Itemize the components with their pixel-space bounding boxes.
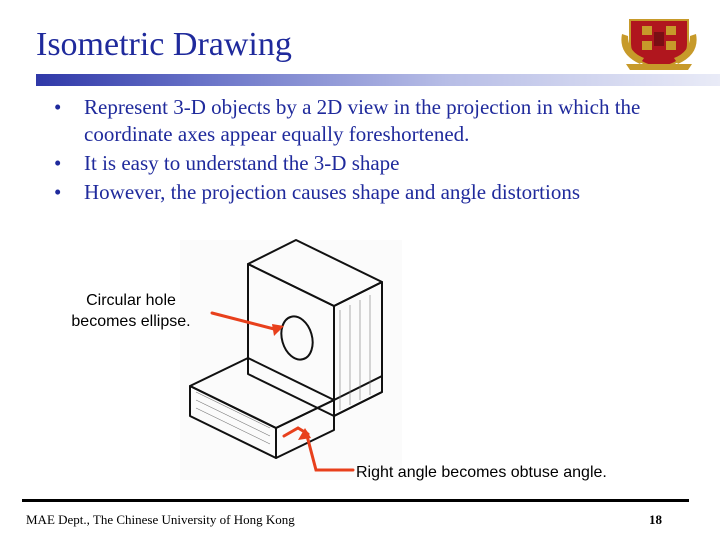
footer-divider	[22, 499, 689, 502]
bullet-marker: •	[54, 180, 62, 204]
hole-callout-line1: Circular hole	[86, 292, 176, 309]
hole-callout-arrow	[212, 313, 278, 330]
angle-callout: Right angle becomes obtuse angle.	[356, 464, 607, 481]
page-number: 18	[649, 512, 662, 527]
bullet-marker: •	[54, 95, 62, 119]
hole-callout	[56, 290, 206, 332]
bullet-text: It is easy to understand the 3-D shape	[84, 151, 400, 175]
bullet-marker: •	[54, 151, 62, 175]
bullet-text: Represent 3-D objects by a 2D view in the projection in which the coordinate axes appear equally foreshortened.	[84, 95, 641, 146]
footer-department: MAE Dept., The Chinese University of Hong Kong	[26, 512, 295, 527]
angle-callout-arrow	[306, 432, 353, 470]
bullet-text: However, the projection causes shape and angle distortions	[84, 180, 581, 204]
hole-callout-line2: becomes ellipse.	[71, 313, 191, 330]
slide-title: Isometric Drawing	[36, 26, 292, 63]
